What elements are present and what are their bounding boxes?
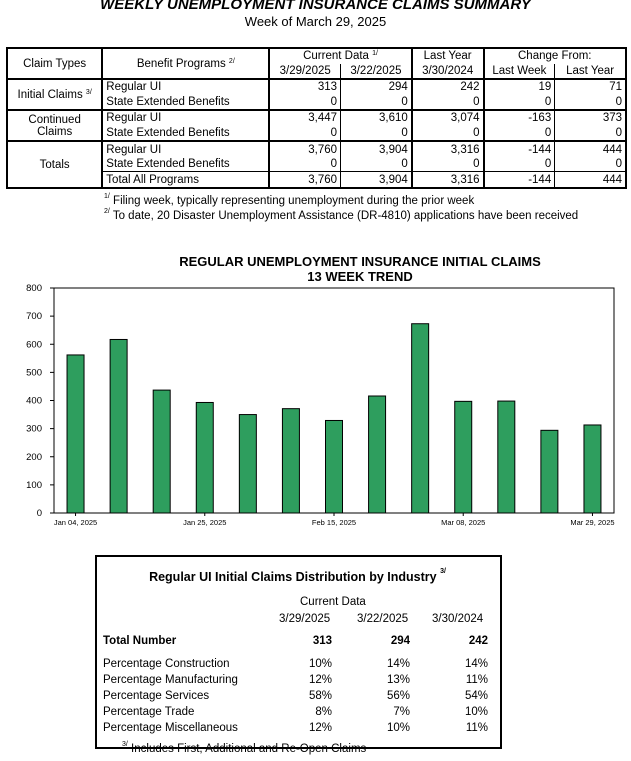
value-cell: 3,904 — [341, 172, 412, 188]
header-last-year: Last Year — [412, 48, 484, 64]
value-cell: 3,316 — [412, 172, 484, 188]
footnote-2: $^{2/}$ To date, 20 Disaster Unemployment Assistance (DR-4810) applications have been received — [104, 208, 579, 222]
subheader-change-last-week: Last Week — [484, 64, 555, 80]
bar-4 — [196, 402, 213, 513]
value-cell: 0 — [269, 157, 340, 172]
footnote-1: $^{1/}$ Filing week, typically representing unemployment during the prior week — [104, 193, 475, 207]
industry-row-value: 8% — [315, 706, 332, 718]
value-cell: 0 — [341, 95, 412, 111]
industry-row-label: Percentage Construction — [103, 658, 230, 670]
value-cell: -163 — [484, 110, 555, 126]
value-cell: 0 — [412, 126, 484, 142]
value-cell: 3,074 — [412, 110, 484, 126]
page-title: WEEKLY UNEMPLOYMENT INSURANCE CLAIMS SUMMARY — [100, 0, 531, 13]
industry-row-value: 10% — [464, 706, 488, 718]
subheader-current-2: 3/22/2025 — [341, 64, 412, 80]
industry-row-value: 10% — [386, 722, 410, 734]
value-cell: 0 — [615, 95, 622, 108]
program-label: Regular UI — [102, 110, 269, 126]
bar-3 — [153, 390, 170, 513]
bar-1 — [67, 355, 84, 513]
industry-col-2: 3/22/2025 — [357, 613, 409, 625]
group-label-initial-claims: Initial Claims $^{3/}$ — [7, 79, 102, 110]
industry-row-value: 58% — [308, 690, 332, 702]
industry-total-v2: 294 — [390, 635, 410, 647]
industry-row-value: 7% — [393, 706, 410, 718]
x-tick-label: Feb 15, 2025 — [311, 518, 357, 527]
bar-12 — [541, 430, 558, 513]
y-tick-label: 400 — [26, 395, 42, 407]
program-label: Regular UI — [102, 79, 269, 95]
value-cell: 0 — [412, 157, 484, 172]
value-cell: -144 — [484, 141, 555, 157]
value-cell: 3,447 — [269, 110, 340, 126]
industry-row-value: 12% — [308, 722, 332, 734]
value-cell: 242 — [412, 79, 484, 95]
x-tick-label: Jan 04, 2025 — [53, 518, 98, 527]
industry-row-value: 11% — [465, 674, 488, 686]
program-label: State Extended Benefits — [102, 157, 269, 172]
group-label-totals: Totals — [7, 141, 102, 188]
y-tick-label: 100 — [26, 479, 42, 491]
y-tick-label: 600 — [26, 339, 42, 351]
industry-row-value: 14% — [386, 658, 410, 670]
industry-total-v1: 313 — [312, 635, 332, 647]
value-cell: 0 — [341, 157, 412, 172]
header-claim-types: Claim Types — [7, 48, 102, 79]
value-cell: 0 — [615, 127, 622, 139]
bar-8 — [369, 396, 386, 513]
bar-10 — [455, 401, 472, 513]
industry-row-value: 12% — [308, 674, 332, 686]
y-tick-label: 700 — [26, 311, 42, 323]
x-tick-label: Mar 08, 2025 — [441, 518, 486, 527]
y-tick-label: 300 — [26, 423, 42, 435]
industry-total-v3: 242 — [468, 635, 488, 647]
value-cell: 3,760 — [269, 141, 340, 157]
value-cell: 444 — [602, 173, 622, 186]
header-change-from: Change From: — [518, 50, 592, 63]
bar-7 — [326, 420, 343, 513]
chart-title: REGULAR UNEMPLOYMENT INSURANCE INITIAL CLAIMS 13 WEEK TREND — [179, 254, 541, 284]
industry-distribution-box — [95, 555, 502, 749]
program-label: Regular UI — [102, 141, 269, 157]
value-cell: -144 — [484, 172, 555, 188]
industry-total-label: Total Number — [103, 635, 177, 647]
program-label: State Extended Benefits — [102, 126, 269, 142]
bar-11 — [498, 401, 515, 513]
industry-col-1: 3/29/2025 — [279, 613, 331, 625]
industry-row-label: Percentage Miscellaneous — [103, 722, 238, 734]
y-tick-label: 0 — [36, 508, 42, 519]
value-cell: 3,316 — [412, 141, 484, 157]
value-cell: 19 — [484, 79, 555, 95]
industry-title: Regular UI Initial Claims Distribution by Industry $^{3/}$ — [149, 568, 446, 584]
header-benefit-programs: Benefit Programs $^{2/}$ — [102, 48, 269, 79]
value-cell: 71 — [609, 81, 622, 94]
header-current-data: Current Data $^{1/}$ — [269, 48, 411, 64]
industry-row-value: 14% — [464, 658, 488, 670]
value-cell: 3,610 — [341, 110, 412, 126]
value-cell: 0 — [484, 95, 555, 111]
value-cell: 3,760 — [269, 172, 340, 188]
value-cell: 444 — [602, 143, 622, 156]
bar-2 — [110, 339, 127, 513]
value-cell: 0 — [484, 126, 555, 142]
x-tick-label: Mar 29, 2025 — [570, 518, 615, 527]
group-label-continued-claims: Continued Claims — [7, 110, 102, 141]
value-cell: 0 — [269, 126, 340, 142]
bar-9 — [412, 324, 429, 513]
subheader-change-last-year: Last Year — [555, 64, 626, 80]
subheader-current-1: 3/29/2025 — [269, 64, 340, 80]
value-cell: 3,904 — [341, 141, 412, 157]
industry-row-label: Percentage Services — [103, 690, 210, 702]
subheader-last-year: 3/30/2024 — [412, 64, 484, 80]
industry-row-value: 10% — [308, 658, 332, 670]
value-cell: 0 — [615, 158, 622, 171]
program-label: Total All Programs — [102, 172, 269, 188]
current-data-label: Current Data — [300, 596, 366, 608]
value-cell: 0 — [412, 95, 484, 111]
industry-row-value: 56% — [386, 690, 410, 702]
bar-5 — [239, 415, 256, 513]
program-label: State Extended Benefits — [102, 95, 269, 111]
page-subtitle: Week of March 29, 2025 — [244, 14, 387, 29]
y-tick-label: 200 — [26, 451, 42, 463]
bar-6 — [282, 409, 299, 513]
value-cell: 373 — [602, 112, 622, 125]
value-cell: 0 — [484, 157, 555, 172]
y-tick-label: 800 — [26, 283, 42, 294]
industry-col-3: 3/30/2024 — [432, 613, 484, 625]
industry-row-label: Percentage Manufacturing — [103, 674, 238, 686]
value-cell: 0 — [341, 126, 412, 142]
y-tick-label: 500 — [26, 367, 42, 379]
bar-13 — [584, 425, 601, 513]
industry-footnote: $^{3/}$ Includes First, Additional and Re-Open Claims — [122, 741, 367, 755]
x-tick-label: Jan 25, 2025 — [183, 518, 227, 527]
industry-row-label: Percentage Trade — [103, 706, 195, 718]
industry-row-value: 54% — [464, 690, 488, 702]
industry-row-value: 13% — [386, 674, 410, 686]
industry-row-value: 11% — [465, 722, 488, 734]
value-cell: 313 — [269, 79, 340, 95]
value-cell: 294 — [341, 79, 412, 95]
value-cell: 0 — [269, 95, 340, 111]
